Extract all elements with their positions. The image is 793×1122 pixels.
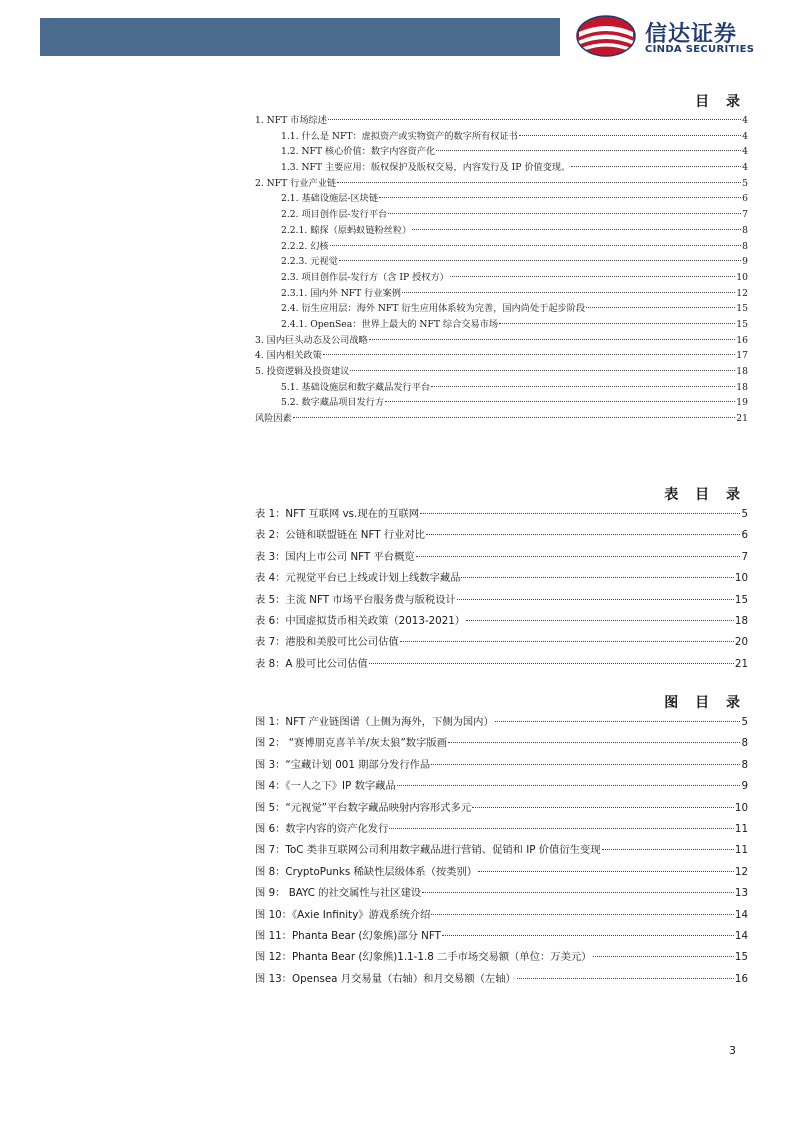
toc-entry-text: 5. 投资逻辑及投资建议: [255, 366, 350, 377]
toc-entry[interactable]: [255, 253, 748, 269]
figure-entry[interactable]: [255, 777, 748, 798]
figure-entry-text: 图 3：“宝藏计划 001 期部分发行作品: [255, 758, 431, 771]
toc-entry-page: 19: [736, 397, 748, 409]
dot-leader: [426, 534, 740, 535]
toc-entry[interactable]: [255, 347, 748, 363]
cinda-emblem-icon: [575, 14, 637, 58]
brand-name-en: CINDA SECURITIES: [645, 44, 755, 55]
toc-entry-text: 2.3.1. 国内外 NFT 行业案例: [281, 287, 401, 299]
toc-entry[interactable]: [255, 285, 748, 301]
toc-entry[interactable]: [255, 394, 748, 410]
toc-entry-text: 2.1. 基础设施层-区块链: [281, 193, 379, 205]
dot-leader: [416, 556, 741, 557]
figure-entry-page: 8: [741, 737, 748, 750]
table-entry[interactable]: [255, 569, 748, 590]
dot-leader: [422, 892, 734, 893]
figure-entry-page: 14: [734, 929, 748, 942]
table-entry[interactable]: [255, 548, 748, 569]
toc-entry-page: 9: [742, 256, 748, 268]
figure-entry-page: 14: [734, 908, 748, 921]
dot-leader: [388, 213, 741, 214]
figure-entry[interactable]: [255, 841, 748, 862]
brand-name-cn: 信达证券: [645, 22, 738, 47]
toc-entry-text: 5.1. 基础设施层和数字藏品发行平台: [281, 381, 431, 393]
table-entry-page: 7: [741, 550, 748, 563]
figure-entry[interactable]: [255, 927, 748, 948]
toc-entry[interactable]: [255, 112, 748, 128]
figure-entry[interactable]: [255, 756, 748, 777]
toc-entry-text: 3. 国内巨头动态及公司战略: [255, 334, 368, 346]
dot-leader: [337, 182, 741, 183]
toc-entry[interactable]: [255, 206, 748, 222]
toc-entry-page: 16: [736, 334, 748, 346]
dot-leader: [350, 370, 735, 371]
table-entry[interactable]: [255, 526, 748, 547]
figure-entry-text: 图 1：NFT 产业链图谱（上侧为海外，下侧为国内）: [255, 716, 494, 728]
figure-entry-page: 15: [734, 951, 748, 964]
figure-entry-page: 11: [734, 844, 748, 857]
dot-leader: [450, 276, 735, 277]
dot-leader: [448, 742, 740, 743]
toc-entry-text: 2.2.3. 元视觉: [281, 256, 338, 268]
toc-entry-text: 2. NFT 行业产业链: [255, 177, 337, 189]
dot-leader: [586, 307, 735, 308]
dot-leader: [420, 513, 740, 514]
tables-title: 表 目 录: [664, 487, 746, 503]
toc-entry[interactable]: [255, 238, 748, 254]
dot-leader: [461, 577, 733, 578]
dot-leader: [431, 386, 735, 387]
figure-entry-text: 图 11：Phanta Bear (幻象熊)部分 NFT: [255, 929, 441, 942]
toc-entry-text: 1.2. NFT 核心价值：数字内容资产化: [281, 146, 436, 158]
dot-leader: [328, 119, 741, 120]
table-entry-page: 10: [734, 572, 748, 585]
toc-entry-text: 风险因素: [255, 413, 292, 425]
toc-entry-page: 12: [736, 287, 748, 299]
contents-list: [255, 112, 748, 426]
dot-leader: [400, 641, 734, 642]
dot-leader: [436, 150, 741, 151]
toc-entry-text: 2.2.2. 幻核: [281, 240, 329, 252]
toc-entry-text: 2.4.1. OpenSea：世界上最大的 NFT 综合交易市场: [281, 318, 499, 330]
toc-entry[interactable]: [255, 379, 748, 395]
toc-entry[interactable]: [255, 222, 748, 238]
toc-entry-text: 2.2. 项目创作层-发行平台: [281, 209, 388, 221]
toc-entry-page: 18: [736, 381, 748, 393]
dot-leader: [369, 339, 736, 340]
tables-list: [255, 505, 748, 676]
toc-entry-page: 4: [742, 146, 748, 158]
figure-entry-page: 11: [734, 822, 748, 835]
figure-entry-text: 图 7：ToC 类非互联网公司利用数字藏品进行营销、促销和 IP 价值衍生变现: [255, 844, 601, 857]
table-entry-text: 表 7：港股和美股可比公司估值: [255, 636, 399, 649]
figures-title: 图 目 录: [664, 695, 746, 711]
figure-entry[interactable]: [255, 820, 748, 841]
toc-entry[interactable]: [255, 190, 748, 206]
toc-entry[interactable]: [255, 175, 748, 191]
toc-entry-page: 4: [742, 130, 748, 142]
dot-leader: [412, 229, 741, 230]
figure-entry-text: 图 8：CryptoPunks 稀缺性层级体系（按类别）: [255, 865, 478, 878]
toc-entry-text: 5.2. 数字藏品项目发行方: [281, 397, 385, 409]
toc-entry-page: 8: [742, 240, 748, 252]
figure-entry-page: 10: [734, 801, 748, 814]
figures-list: [255, 713, 748, 991]
toc-entry-page: 15: [736, 318, 748, 330]
dot-leader: [593, 956, 734, 957]
dot-leader: [495, 721, 741, 722]
toc-entry-page: 8: [742, 224, 748, 236]
table-entry[interactable]: [255, 591, 748, 612]
toc-entry-page: 4: [742, 115, 748, 126]
figure-entry[interactable]: [255, 799, 748, 820]
dot-leader: [402, 292, 735, 293]
table-entry[interactable]: [255, 655, 748, 676]
table-entry[interactable]: [255, 633, 748, 654]
toc-entry[interactable]: [255, 363, 748, 379]
figure-entry[interactable]: [255, 713, 748, 734]
toc-entry-page: 5: [742, 177, 748, 189]
dot-leader: [602, 849, 734, 850]
table-entry-text: 表 6：中国虚拟货币相关政策（2013-2021）: [255, 614, 466, 627]
contents-title: 目 录: [695, 94, 746, 110]
toc-entry-page: 10: [736, 271, 748, 283]
dot-leader: [385, 401, 735, 402]
toc-entry-page: 15: [736, 303, 748, 315]
dot-leader: [339, 260, 741, 261]
table-entry-page: 20: [734, 636, 748, 649]
dot-leader: [293, 417, 736, 418]
table-entry-text: 表 2：公链和联盟链在 NFT 行业对比: [255, 529, 425, 542]
table-entry-text: 表 1：NFT 互联网 vs.现在的互联网: [255, 508, 420, 520]
dot-leader: [397, 785, 741, 786]
figure-entry[interactable]: [255, 906, 748, 927]
figure-entry-text: 图 2： “赛博朋克喜羊羊/灰太狼”数字版画: [255, 737, 447, 750]
figure-entry-page: 12: [734, 865, 748, 878]
figure-entry[interactable]: [255, 970, 748, 991]
table-entry-text: 表 5：主流 NFT 市场平台服务费与版税设计: [255, 593, 456, 606]
dot-leader: [517, 978, 734, 979]
figure-entry-page: 9: [741, 780, 748, 793]
figure-entry-text: 图 5：“元视觉”平台数字藏品映射内容形式多元: [255, 801, 472, 814]
toc-entry[interactable]: [255, 159, 748, 175]
dot-leader: [431, 914, 734, 915]
table-entry-text: 表 8：A 股可比公司估值: [255, 657, 368, 670]
dot-leader: [499, 323, 735, 324]
dot-leader: [389, 828, 734, 829]
figure-entry-text: 图 10：《Axie Infinity》游戏系统介绍: [255, 908, 431, 921]
table-entry[interactable]: [255, 612, 748, 633]
dot-leader: [431, 764, 740, 765]
toc-entry-page: 21: [736, 413, 748, 425]
table-entry-page: 6: [741, 529, 748, 542]
toc-entry-text: 1.3. NFT 主要应用：版权保护及版权交易，内容发行及 IP 价值变现。: [281, 162, 571, 174]
table-entry[interactable]: [255, 505, 748, 526]
toc-entry-text: 2.4. 衍生应用层：海外 NFT 衍生应用体系较为完善，国内尚处于起步阶段: [281, 303, 586, 315]
figure-entry[interactable]: [255, 734, 748, 755]
table-entry-page: 5: [741, 508, 748, 520]
dot-leader: [442, 935, 734, 936]
company-logo: [575, 14, 775, 62]
dot-leader: [478, 871, 734, 872]
toc-entry-page: 4: [742, 162, 748, 174]
table-entry-page: 18: [734, 614, 748, 627]
figure-entry-page: 8: [741, 758, 748, 771]
dot-leader: [519, 135, 741, 136]
dot-leader: [457, 599, 734, 600]
table-entry-page: 15: [734, 593, 748, 606]
figure-entry-text: 图 6：数字内容的资产化发行: [255, 822, 389, 835]
figure-entry-text: 图 12：Phanta Bear (幻象熊)1.1-1.8 二手市场交易额（单位：万美元）: [255, 951, 592, 964]
dot-leader: [379, 197, 741, 198]
figure-entry-page: 13: [734, 887, 748, 900]
page-number: 3: [729, 1044, 736, 1057]
toc-entry[interactable]: [255, 143, 748, 159]
dot-leader: [466, 620, 734, 621]
dot-leader: [323, 354, 735, 355]
figure-entry[interactable]: [255, 948, 748, 969]
dot-leader: [472, 807, 734, 808]
toc-entry-page: 7: [742, 209, 748, 221]
dot-leader: [571, 166, 741, 167]
table-entry-text: 表 4：元视觉平台已上线或计划上线数字藏品: [255, 572, 461, 585]
toc-entry-text: 4. 国内相关政策: [255, 350, 322, 362]
figure-entry-text: 图 4：《一人之下》IP 数字藏品: [255, 780, 396, 793]
toc-entry[interactable]: [255, 269, 748, 285]
toc-entry-page: 17: [736, 350, 748, 362]
toc-entry-text: 2.2.1. 鲸探（原蚂蚁链粉丝粒）: [281, 224, 412, 236]
figure-entry-page: 5: [741, 716, 748, 728]
toc-entry[interactable]: [255, 316, 748, 332]
table-entry-page: 21: [734, 657, 748, 670]
toc-entry[interactable]: [255, 300, 748, 316]
toc-entry-page: 6: [742, 193, 748, 205]
toc-entry-text: 1. NFT 市场综述: [255, 115, 327, 126]
toc-entry-page: 18: [736, 366, 748, 377]
toc-entry[interactable]: [255, 332, 748, 348]
toc-entry-text: 1.1. 什么是 NFT：虚拟资产或实物资产的数字所有权证书: [281, 130, 518, 142]
figure-entry-text: 图 13：Opensea 月交易量（右轴）和月交易额（左轴）: [255, 972, 516, 985]
toc-entry[interactable]: [255, 128, 748, 144]
figure-entry[interactable]: [255, 863, 748, 884]
toc-entry-text: 2.3. 项目创作层-发行方（含 IP 授权方）: [281, 271, 449, 283]
toc-entry[interactable]: [255, 410, 748, 426]
figure-entry-text: 图 9： BAYC 的社交属性与社区建设: [255, 887, 422, 900]
figure-entry-page: 16: [734, 972, 748, 985]
dot-leader: [330, 245, 742, 246]
figure-entry[interactable]: [255, 884, 748, 905]
table-entry-text: 表 3：国内上市公司 NFT 平台概览: [255, 550, 415, 563]
dot-leader: [369, 663, 734, 664]
header-band: [40, 18, 560, 56]
